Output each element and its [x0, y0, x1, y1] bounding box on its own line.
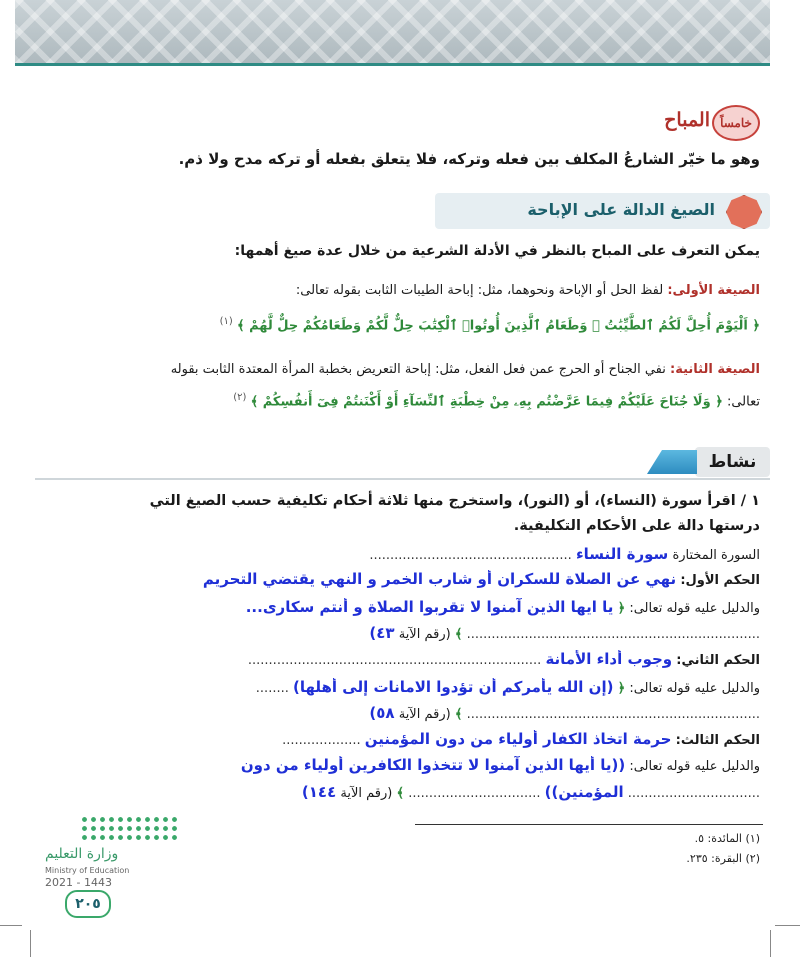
first-verse: ﴿ اَلْيَوْمَ أُحِلَّ لَكُمُ ٱلطَّيِّبَٰتُ ۖ وَطَعَامُ ٱلَّذِينَ أُوتُوا۟ ٱلْكِتَٰبَ حِلٌّ لَّكُمْ وَطَعَامُكُمْ حِلٌّ لَّهُمْ ﴾ [236, 318, 760, 334]
evidence3-answer-line2[interactable]: المؤمنين)) [544, 783, 624, 801]
activity-tab [640, 447, 770, 477]
crop-mark [30, 930, 31, 957]
ayah1-row: ....................................................................... ﴾ (رقم الآية ٤٣) [369, 624, 760, 642]
evidence2-row: والدليل عليه قوله تعالى: ﴿ (إن الله يأمركم أن تؤدوا الامانات إلى أهلها) ........ [255, 678, 760, 696]
evidence3-row [35, 756, 760, 774]
ayah1-answer[interactable]: ٤٣) [369, 624, 395, 642]
octagon-badge-icon [726, 195, 762, 229]
ayah-label: (رقم الآية [398, 707, 451, 722]
rule2-row: الحكم الثاني: وجوب أداء الأمانة ....................................................................... [247, 650, 760, 668]
surah-row: السورة المختارة سورة النساء ................................................. [369, 545, 760, 563]
first-verse-line [40, 316, 760, 333]
footnote-1: (١) المائدة: ٥. [694, 832, 760, 845]
ayah3-row: ................................ المؤمنين)) ................................ ﴾ (رقم الآية ١٤٤) [301, 783, 760, 801]
crop-mark [770, 930, 771, 957]
activity-flag-icon [647, 450, 697, 474]
crop-mark [775, 925, 800, 926]
rule1-row [35, 570, 760, 588]
section-number: خامساً [712, 105, 760, 141]
second-verse: ﴿ وَلَا جُنَاحَ عَلَيْكُمْ فِيمَا عَرَّضْتُم بِهِۦ مِنْ خِطْبَةِ ٱلنِّسَآءِ أَوْ أَكْنَنتُمْ فِىٓ أَنفُسِكُمْ ﴾ [250, 394, 723, 410]
activity-question-line2: درستها دالة على الأحكام التكليفية. [513, 518, 760, 534]
surah-label: السورة المختارة [672, 548, 760, 563]
ayah2-row: ....................................................................... ﴾ (رقم الآية ٥٨) [369, 704, 760, 722]
definition-text: وهو ما خيّر الشارعُ المكلف بين فعله وتركه، فلا يتعلق بفعله أو تركه مدح ولا ذم. [178, 150, 760, 168]
ministry-name-arabic: وزارة التعليم [45, 846, 119, 862]
first-formula-label: الصيغة الأولى: [667, 283, 760, 298]
surah-answer[interactable]: سورة النساء [575, 545, 669, 563]
first-formula-text: لفظ الحل أو الإباحة ونحوهما، مثل: إباحة الطيبات الثابت بقوله تعالى: [295, 283, 664, 298]
formulas-intro: يمكن التعرف على المباح بالنظر في الأدلة الشرعية من خلال عدة صيغ أهمها: [234, 243, 760, 259]
rule2-label: الحكم الثاني: [676, 653, 760, 668]
evidence3-answer-line1[interactable]: ((يا أيها الذين آمنوا لا تتخذوا الكافرين أولياء من دون [240, 756, 626, 774]
footnote-ref-2: (٢) [233, 392, 247, 403]
page-number: ٢٠٥ [65, 890, 111, 918]
ayah2-answer[interactable]: ٥٨) [369, 704, 395, 722]
evidence-label: والدليل عليه قوله تعالى: [629, 759, 760, 774]
header-banner [15, 0, 770, 66]
ayah3-answer[interactable]: ١٤٤) [301, 783, 337, 801]
rule3-answer[interactable]: حرمة اتخاذ الكفار أولياء من دون المؤمنين [364, 730, 672, 748]
activity-tab-label: نشاط [695, 447, 770, 477]
ministry-year: 2021 - 1443 [45, 876, 112, 889]
ministry-logo-icon [80, 815, 180, 841]
activity-question-line1: ١ / اقرأ سورة (النساء)، أو (النور)، واستخرج منها ثلاثة أحكام تكليفية حسب الصيغ التي [149, 493, 760, 509]
evidence-label: والدليل عليه قوله تعالى: [629, 601, 760, 616]
second-verse-line [40, 392, 760, 409]
activity-divider [35, 478, 770, 480]
section-heading [640, 103, 760, 139]
second-formula-label: الصيغة الثانية: [670, 362, 760, 377]
ayah-label: (رقم الآية [398, 627, 451, 642]
second-formula-lead: تعالى: [726, 394, 760, 410]
rule1-label: الحكم الأول: [680, 573, 760, 588]
rule3-label: الحكم الثالث: [675, 733, 760, 748]
section-title: المباح [664, 109, 710, 131]
footnote-divider [415, 824, 763, 825]
footnote-ref-1: (١) [219, 316, 233, 327]
first-formula [40, 283, 760, 298]
evidence2-answer[interactable]: (إن الله يأمركم أن تؤدوا الامانات إلى أهلها) [293, 678, 614, 696]
ayah-label: (رقم الآية [340, 786, 393, 801]
evidence1-answer[interactable]: يا ايها الذين آمنوا لا تقربوا الصلاة و أنتم سكارى... [245, 598, 614, 616]
formulas-heading [435, 193, 770, 229]
ministry-name-english: Ministry of Education [45, 866, 130, 875]
rule1-answer[interactable]: نهي عن الصلاة للسكران أو شارب الخمر و النهي يقتضي التحريم [202, 570, 677, 588]
second-formula-text: نفي الجناح أو الحرج عمن فعل الفعل، مثل: إباحة التعريض بخطبة المرأة المعتدة الثابت بقوله [170, 362, 666, 377]
evidence-label: والدليل عليه قوله تعالى: [629, 681, 760, 696]
crop-mark [0, 925, 22, 926]
rule3-row: الحكم الثالث: حرمة اتخاذ الكفار أولياء من دون المؤمنين ................... [282, 730, 760, 748]
footnote-2: (٢) البقرة: ٢٣٥. [686, 852, 760, 865]
evidence1-row: والدليل عليه قوله تعالى: ﴿ يا ايها الذين آمنوا لا تقربوا الصلاة و أنتم سكارى... [245, 598, 760, 616]
rule2-answer[interactable]: وجوب أداء الأمانة [545, 650, 673, 668]
second-formula [40, 362, 760, 377]
formulas-heading-text: الصيغ الدالة على الإباحة [527, 200, 715, 219]
